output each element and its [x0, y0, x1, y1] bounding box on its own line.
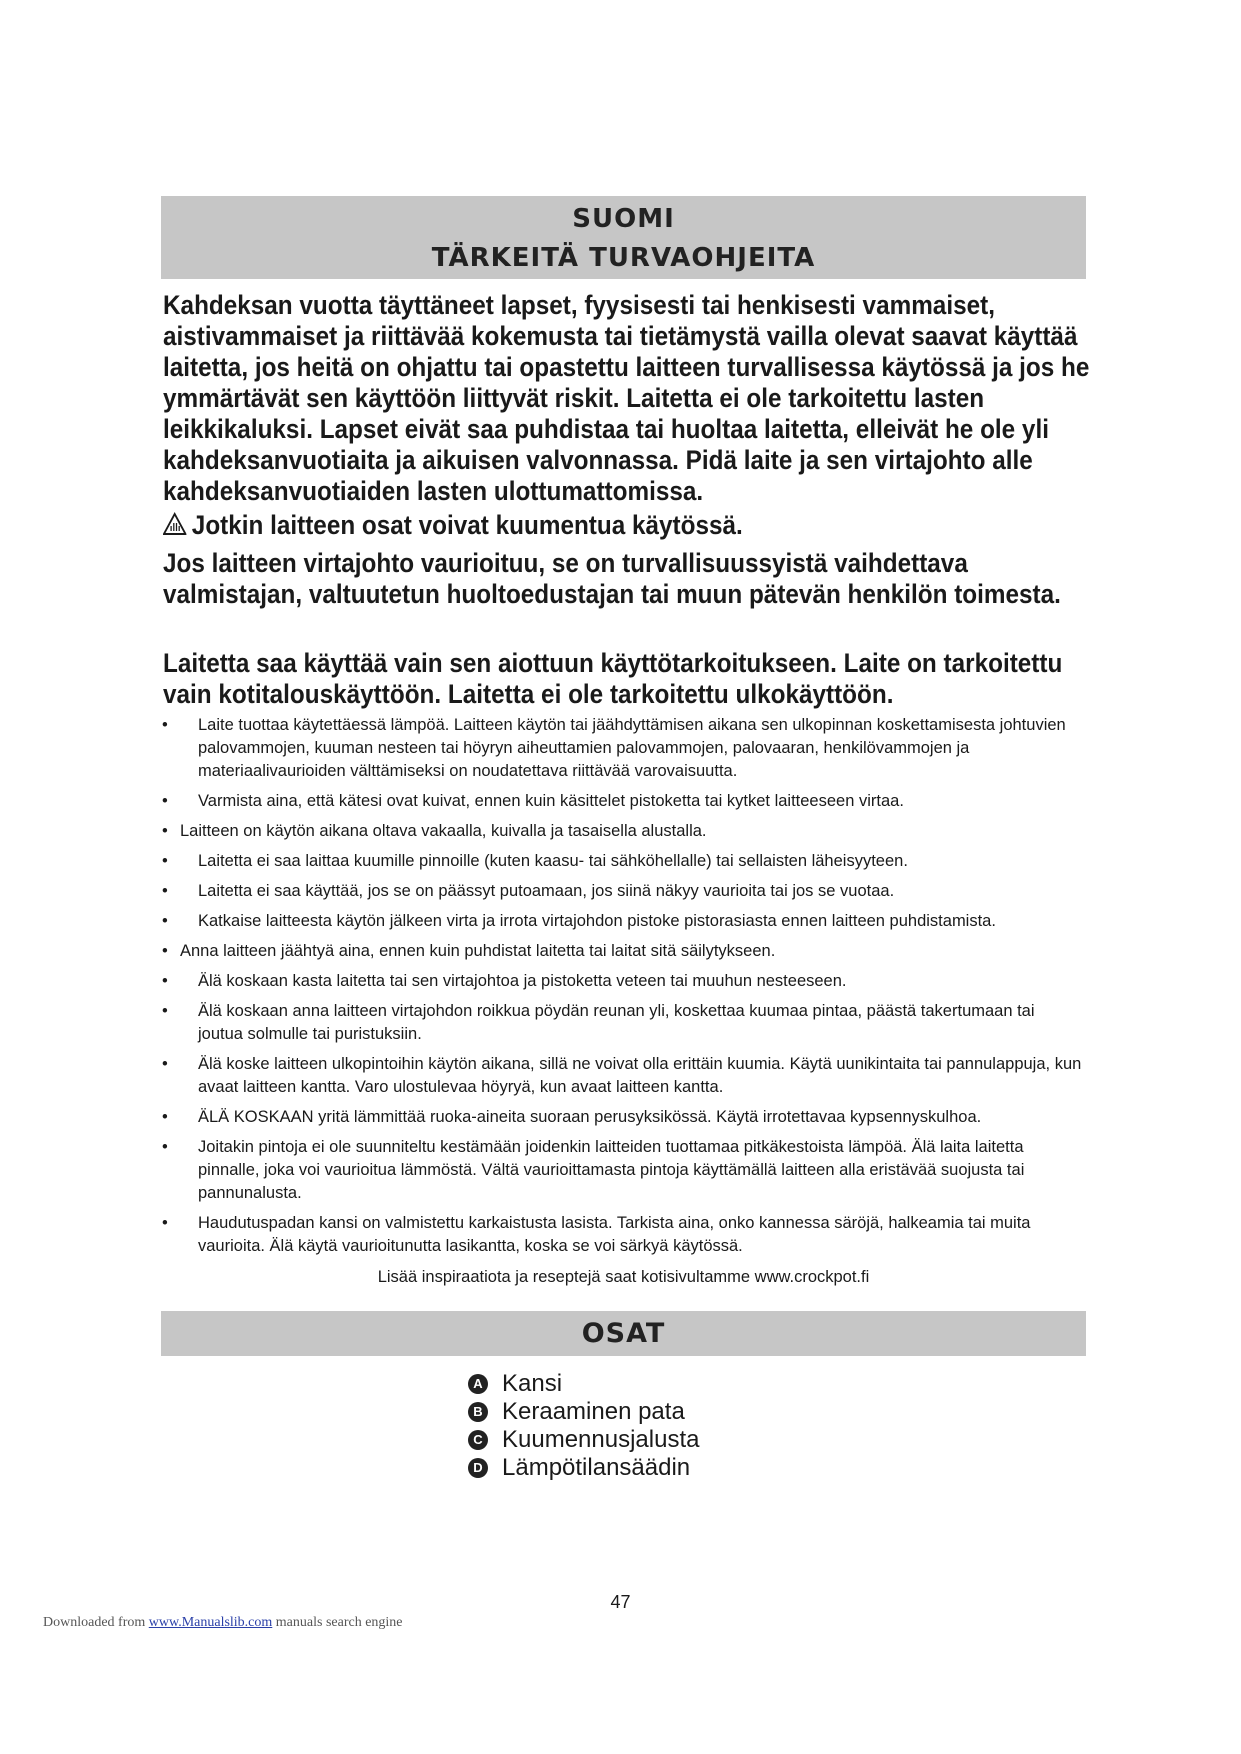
- bullet-icon: •: [162, 942, 168, 960]
- list-item: • Varmista aina, että kätesi ovat kuivat, ennen kuin käsittelet pistoketta tai kytket laitteeseen virtaa.: [162, 790, 1082, 813]
- part-item-base: [468, 1426, 699, 1454]
- list-item: • Älä koskaan anna laitteen virtajohdon roikkua pöydän reunan yli, koskettaa kuumaa pintaa, päästä takertumaan tai joutua solmulle tai puristuksiin.: [162, 1002, 1035, 1043]
- letter-b-icon: B: [468, 1402, 488, 1422]
- letter-c-icon: C: [468, 1430, 488, 1450]
- part-item-control: [468, 1454, 699, 1482]
- bullet-icon: •: [162, 1138, 168, 1156]
- letter-d-icon: D: [468, 1458, 488, 1478]
- warning-text: Jotkin laitteen osat voivat kuumentua käytössä.: [191, 510, 743, 540]
- bullet-icon: •: [162, 822, 168, 840]
- parts-heading: OSAT: [161, 1311, 1086, 1356]
- warning-triangle-icon: [163, 512, 186, 536]
- list-item: • Älä koskaan kasta laitetta tai sen virtajohtoa ja pistoketta veteen tai muuhun nesteeseen.: [162, 970, 1082, 993]
- bullet-icon: •: [162, 972, 168, 990]
- safety-title: TÄRKEITÄ TURVAOHJEITA: [431, 243, 816, 273]
- letter-a-icon: A: [468, 1374, 488, 1394]
- bullet-icon: •: [162, 792, 168, 810]
- list-item: • Laite tuottaa käytettäessä lämpöä. Laitteen käytön tai jäähdyttämisen aikana sen ulkopinnan koskettamisesta johtuvien palovammojen, kuuman nesteen tai höyryn aiheuttamien palovammojen, palovaaran, henkilövammojen ja materiaalivaurioiden välttämiseksi on noudatettava riittävää varovaisuutta.: [162, 716, 1066, 780]
- list-item: • Laitteen on käytön aikana oltava vakaalla, kuivalla ja tasaisella alustalla.: [162, 820, 1082, 843]
- list-item: • Anna laitteen jäähtyä aina, ennen kuin puhdistat laitetta tai laitat sitä säilytykseen.: [162, 940, 1082, 963]
- hot-parts-warning: [163, 510, 1090, 541]
- list-item: • Laitetta ei saa laittaa kuumille pinnoille (kuten kaasu- tai sähköhellalle) tai sellaisten läheisyyteen.: [162, 850, 1082, 873]
- bullet-icon: •: [162, 912, 168, 930]
- intro-paragraph-children: Kahdeksan vuotta täyttäneet lapset, fyysisesti tai henkisesti vammaiset, aistivammaiset ja riittävää kokemusta tai tietämystä vailla olevat saavat käyttää laitetta, jos heitä on ohjattu tai opastettu laitteen turvallisessa käytössä ja jos he ymmärtävät sen käyttöön liittyvät riskit. Laitetta ei ole tarkoitettu lasten leikkikaluksi. Lapset eivät saa puhdistaa tai huoltaa laitetta, elleivät he ole yli kahdeksanvuotiaita ja aikuisen valvonnassa. Pidä laite ja sen virtajohto alle kahdeksanvuotiaiden lasten ulottumattomissa.: [163, 290, 1090, 506]
- safety-bullet-list: [162, 714, 1082, 1265]
- header-band: [161, 196, 1086, 279]
- part-label: Keraaminen pata: [502, 1398, 685, 1425]
- list-item: • Katkaise laitteesta käytön jälkeen virta ja irrota virtajohdon pistoke pistorasiasta ennen laitteen puhdistamista.: [162, 910, 1082, 933]
- part-label: Lämpötilansäädin: [502, 1454, 691, 1481]
- part-label: Kansi: [502, 1370, 563, 1397]
- manualslib-link[interactable]: www.Manualslib.com: [148, 1615, 273, 1630]
- bullet-icon: •: [162, 1002, 168, 1020]
- footer-prefix: Downloaded from: [43, 1615, 146, 1630]
- bullet-icon: •: [162, 1055, 168, 1073]
- bullet-icon: •: [162, 1214, 168, 1232]
- part-item-pot: [468, 1398, 699, 1426]
- language-heading: SUOMI: [572, 204, 675, 234]
- bullet-icon: •: [162, 716, 168, 734]
- list-item: • Haudutuspadan kansi on valmistettu karkaistusta lasista. Tarkista aina, onko kannessa säröjä, halkeamia tai muita vaurioita. Älä käytä vaurioitunutta lasikantta, koska se voi särkyä käytössä.: [162, 1214, 1031, 1255]
- list-item: • Joitakin pintoja ei ole suunniteltu kestämään joidenkin laitteiden tuottamaa pitkäkestoista lämpöä. Älä laita laitetta pinnalle, joka voi vaurioitua lämmöstä. Vältä vaurioittamasta pintoja käyttämällä laitteen alla eristävää suojusta tai pannunalusta.: [162, 1138, 1025, 1202]
- intro-paragraph-cord: Jos laitteen virtajohto vaurioituu, se on turvallisuussyistä vaihdettava valmistajan, valtuutetun huoltoedustajan tai muun pätevän henkilön toimesta.: [163, 548, 1061, 609]
- parts-list: [468, 1370, 699, 1482]
- list-item: • Älä koske laitteen ulkopintoihin käytön aikana, sillä ne voivat olla erittäin kuumia. Käytä uunikintaita tai pannulappuja, kun avaat laitteen kantta. Varo ulostulevaa höyryä, kun avaat laitteen kantta.: [162, 1055, 1082, 1096]
- bullet-icon: •: [162, 852, 168, 870]
- footer-suffix: manuals search engine: [275, 1615, 403, 1630]
- list-item: • ÄLÄ KOSKAAN yritä lämmittää ruoka-aineita suoraan perusyksikössä. Käytä irrotettavaa kypsennyskulhoa.: [162, 1106, 1082, 1129]
- bullet-icon: •: [162, 1108, 168, 1126]
- bullet-icon: •: [162, 882, 168, 900]
- part-label: Kuumennusjalusta: [502, 1426, 700, 1453]
- download-footer: [43, 1615, 403, 1631]
- intro-paragraph-use: Laitetta saa käyttää vain sen aiottuun käyttötarkoitukseen. Laite on tarkoitettu vain kotitalouskäyttöön. Laitetta ei ole tarkoitettu ulkokäyttöön.: [163, 648, 1063, 709]
- page-number: 47: [610, 1592, 631, 1612]
- inspiration-line: Lisää inspiraatiota ja reseptejä saat kotisivultamme www.crockpot.fi: [377, 1268, 870, 1286]
- list-item: • Laitetta ei saa käyttää, jos se on päässyt putoamaan, jos siinä näkyy vaurioita tai jos se vuotaa.: [162, 880, 1082, 903]
- part-item-lid: [468, 1370, 699, 1398]
